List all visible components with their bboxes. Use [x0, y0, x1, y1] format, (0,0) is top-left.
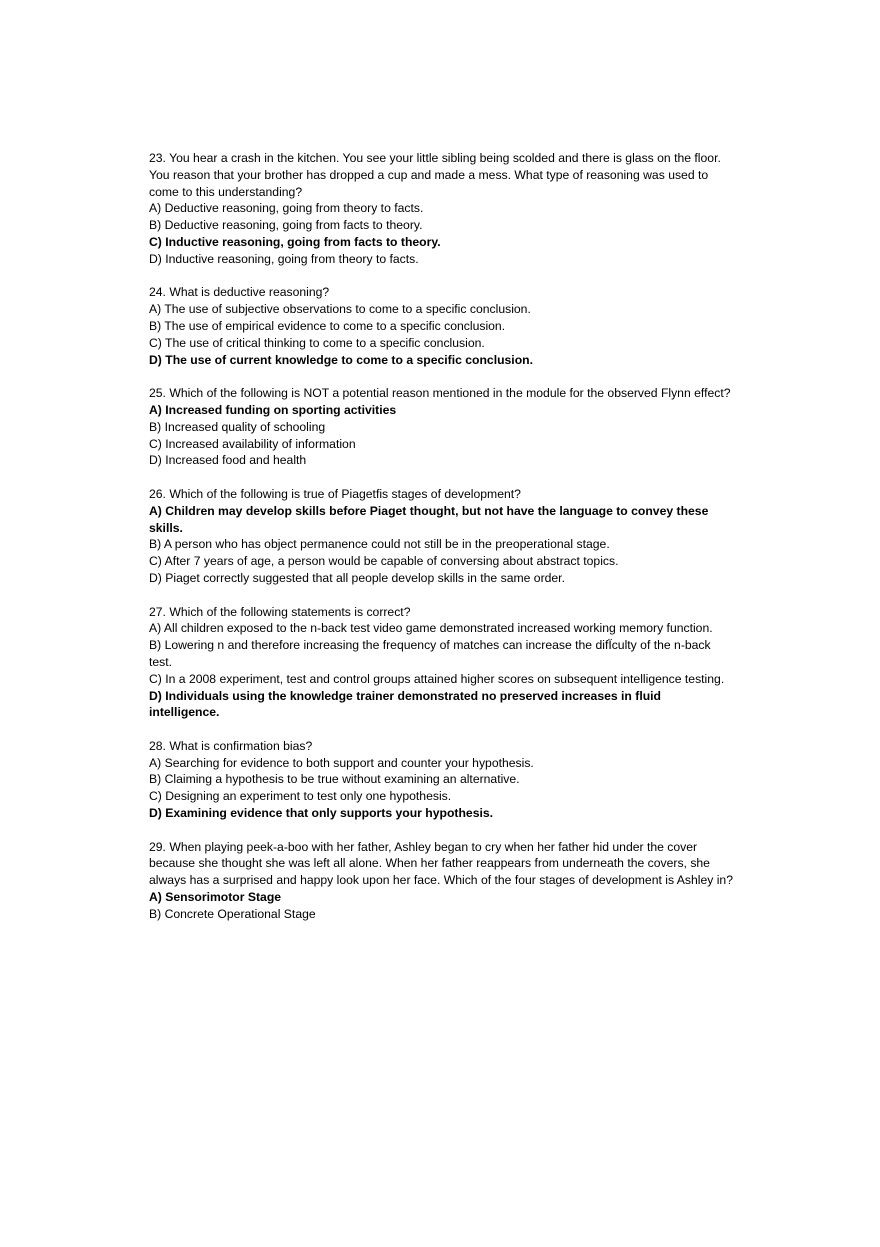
question-27	[149, 604, 734, 722]
option-c-answer: C) Inductive reasoning, going from facts to theory.	[149, 234, 441, 249]
option-b: B) Concrete Operational Stage	[149, 906, 316, 921]
option-d-answer: D) The use of current knowledge to come to a specific conclusion.	[149, 352, 533, 367]
option-a: A) Searching for evidence to both support and counter your hypothesis.	[149, 755, 534, 770]
question-29	[149, 839, 734, 923]
option-c: C) The use of critical thinking to come to a specific conclusion.	[149, 335, 485, 350]
question-text: 27. Which of the following statements is correct?	[149, 604, 411, 619]
option-c: C) Designing an experiment to test only one hypothesis.	[149, 789, 452, 804]
question-text: 25. Which of the following is NOT a potential reason mentioned in the module for the observed Flynn effect?	[149, 386, 731, 401]
option-a: A) All children exposed to the n-back test video game demonstrated increased working memory function.	[149, 621, 713, 636]
question-23	[149, 150, 734, 268]
option-a: A) Deductive reasoning, going from theory to facts.	[149, 201, 424, 216]
option-d: D) Increased food and health	[149, 453, 307, 468]
question-text: 23. You hear a crash in the kitchen. You see your little sibling being scolded and there is glass on the floor. You reason that your brother has dropped a cup and made a mess. What type of reasoning was used to come to this understanding?	[149, 151, 721, 199]
question-26	[149, 486, 734, 587]
question-list	[149, 150, 734, 939]
option-c: C) After 7 years of age, a person would be capable of conversing about abstract topics.	[149, 554, 619, 569]
option-b: B) Claiming a hypothesis to be true without examining an alternative.	[149, 772, 520, 787]
option-a-answer: A) Sensorimotor Stage	[149, 890, 282, 905]
question-24	[149, 284, 734, 368]
option-a: A) The use of subjective observations to come to a specific conclusion.	[149, 302, 531, 317]
option-d-answer: D) Examining evidence that only supports your hypothesis.	[149, 806, 494, 821]
question-text: 28. What is confirmation bias?	[149, 738, 313, 753]
option-d: D) Inductive reasoning, going from theory to facts.	[149, 251, 419, 266]
question-text: 24. What is deductive reasoning?	[149, 285, 330, 300]
option-c: C) In a 2008 experiment, test and control groups attained higher scores on subsequent intelligence testing.	[149, 671, 725, 686]
option-b: B) A person who has object permanence could not still be in the preoperational stage.	[149, 537, 610, 552]
option-b: B) Increased quality of schooling	[149, 419, 326, 434]
option-b: B) Deductive reasoning, going from facts to theory.	[149, 218, 423, 233]
option-b: B) The use of empirical evidence to come to a specific conclusion.	[149, 318, 506, 333]
question-28	[149, 738, 734, 822]
option-a-answer: A) Children may develop skills before Piaget thought, but not have the language to convey these skills.	[149, 503, 709, 535]
option-d: D) Piaget correctly suggested that all people develop skills in the same order.	[149, 570, 565, 585]
option-b: B) Lowering n and therefore increasing the frequency of matches can increase the difÏculty of the n-back test.	[149, 638, 711, 669]
question-text: 26. Which of the following is true of Piagetﬁs stages of development?	[149, 486, 521, 501]
question-text: 29. When playing peek-a-boo with her father, Ashley began to cry when her father hid under the cover because she thought she was left all alone. When her father reappears from underneath the covers, she always has a surprised and happy look upon her face. Which of the four stages of development is Ashley in?	[149, 839, 733, 888]
option-a-answer: A) Increased funding on sporting activities	[149, 402, 397, 417]
option-d-answer: D) Individuals using the knowledge trainer demonstrated no preserved increases in fluid intelligence.	[149, 688, 661, 720]
question-25	[149, 385, 734, 469]
option-c: C) Increased availability of information	[149, 436, 356, 451]
